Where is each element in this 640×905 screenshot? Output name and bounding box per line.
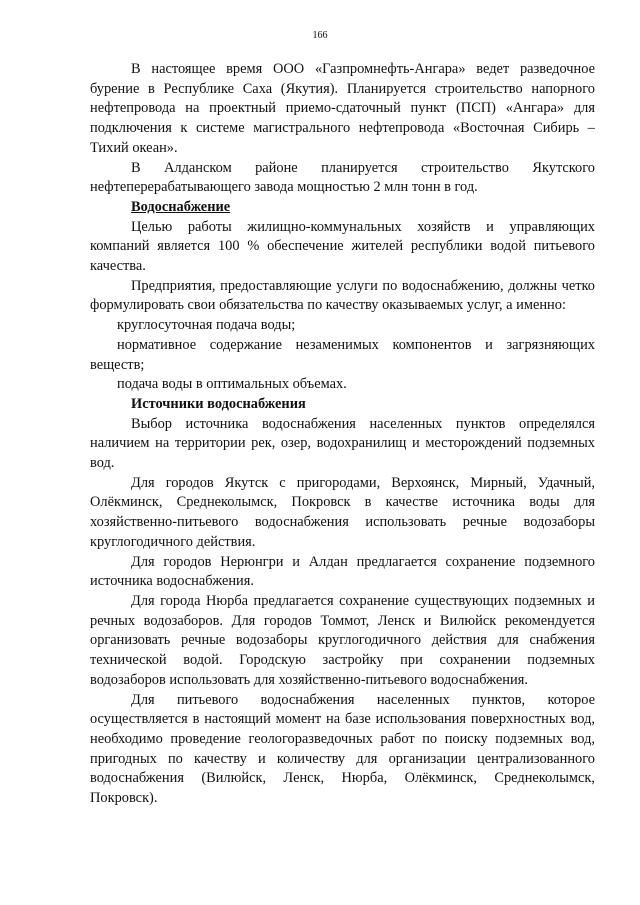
- paragraph-nyurba: Для города Нюрба предлагается сохранение существующих подземных и речных водозаборов. Для городов Томмот, Ленск и Вилюйск рекомендуется организовать речные водозаборы круглогодичного действия для снабжения технической водой. Городскую застройку при сохранении подземных водозаборов использовать для хозяйственно-питьевого водоснабжения.: [90, 592, 595, 688]
- document-body: [90, 60, 595, 809]
- paragraph-geological-exploration: Для питьевого водоснабжения населенных пунктов, которое осуществляется в настоящий момент на базе использования поверхностных вод, необходимо проведение геологоразведочных работ по поиску подземных вод, пригодных по качеству и количеству для организации централизованного водоснабжения (Вилюйск, Ленск, Нюрба, Олёкминск, Среднеколымск, Покровск).: [90, 691, 595, 807]
- section-heading-water-supply: [90, 198, 595, 218]
- list-item: круглосуточная подача воды;: [117, 317, 296, 334]
- page-number: 166: [312, 30, 328, 41]
- paragraph-water-goal: Целью работы жилищно-коммунальных хозяйств и управляющих компаний является 100 % обеспечение жителей республики водой питьевого качества.: [90, 218, 595, 275]
- paragraph-gazpromneft: В настоящее время ООО «Газпромнефть-Ангара» ведет разведочное бурение в Республике Саха (Якутия). Планируется строительство напорного нефтепровода на проектный приемо-сдаточный пункт (ПСП) «Ангара» для подключения к системе магистрального нефтепровода «Восточная Сибирь – Тихий океан».: [90, 61, 595, 156]
- section-heading-water-supply-text: Водоснабжение: [131, 198, 231, 215]
- list-item: подача воды в оптимальных объемах.: [117, 376, 347, 393]
- list-item: нормативное содержание незаменимых компонентов и загрязняющих веществ;: [90, 336, 595, 373]
- section-heading-water-sources: Источники водоснабжения: [131, 395, 306, 412]
- paragraph-enterprises-obligations: Предприятия, предоставляющие услуги по водоснабжению, должны четко формулировать свои обязательства по качеству оказываемых услуг, а именно:: [90, 277, 595, 314]
- paragraph-source-choice: Выбор источника водоснабжения населенных пунктов определялся наличием на территории рек, озер, водохранилищ и месторождений подземных вод.: [90, 415, 595, 472]
- paragraph-river-intakes: Для городов Якутск с пригородами, Верхоянск, Мирный, Удачный, Олёкминск, Среднеколымск, Покровск в качестве источника воды для хозяйственно-питьевого водоснабжения использовать речные водозаборы круглогодичного действия.: [90, 474, 595, 550]
- paragraph-underground-source: Для городов Нерюнгри и Алдан предлагается сохранение подземного источника водоснабжения.: [90, 553, 595, 590]
- paragraph-aldan-refinery: В Алданском районе планируется строительство Якутского нефтеперерабатывающего завода мощностью 2 млн тонн в год.: [90, 159, 595, 196]
